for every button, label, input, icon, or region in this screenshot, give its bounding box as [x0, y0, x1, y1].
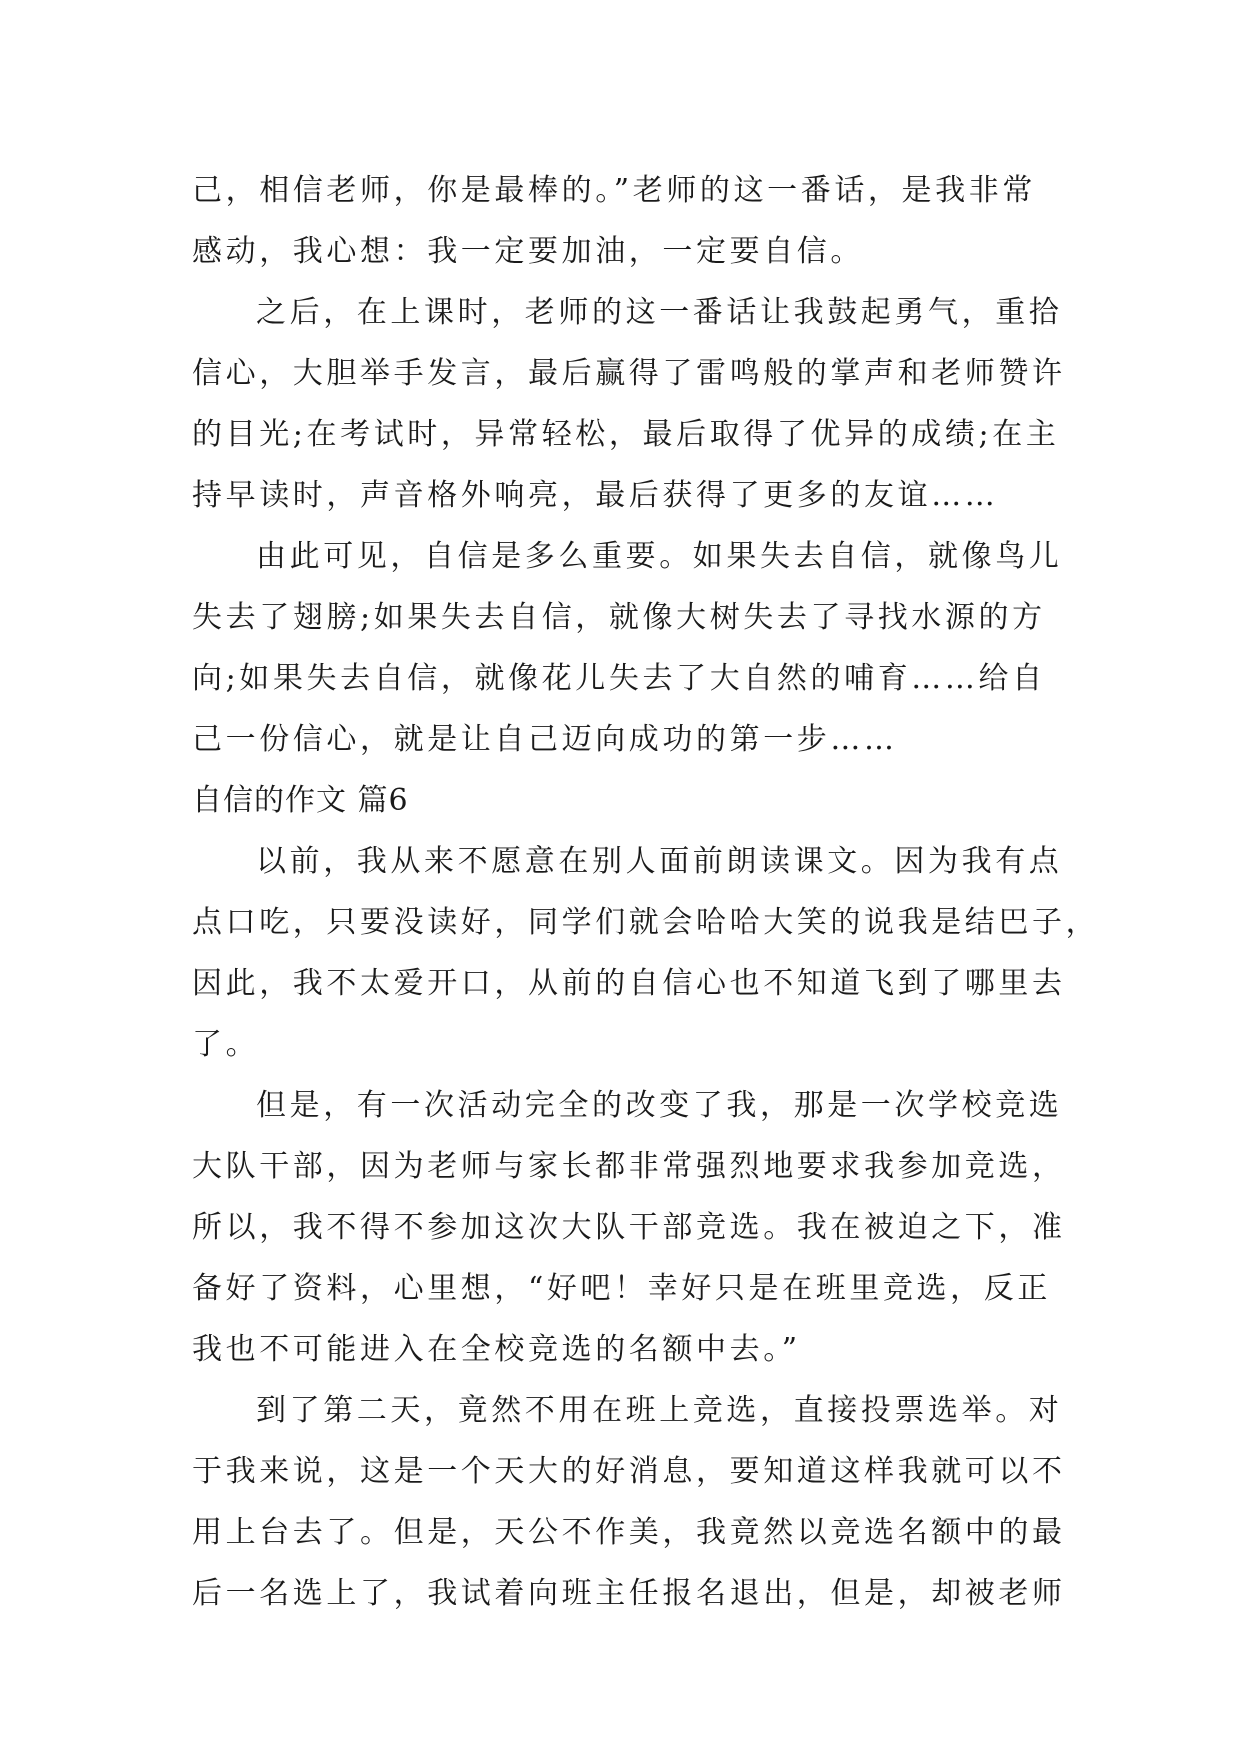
text-line: 由此可见，自信是多么重要。如果失去自信，就像鸟儿	[256, 539, 1063, 574]
text-line: 用上台去了。但是，天公不作美，我竟然以竞选名额中的最	[192, 1515, 1066, 1550]
text-line: 因此，我不太爱开口，从前的自信心也不知道飞到了哪里去	[192, 966, 1066, 1001]
paragraph	[192, 526, 1063, 770]
text-line: 持早读时，声音格外响亮，最后获得了更多的友谊……	[192, 478, 999, 513]
text-line: 到了第二天，竟然不用在班上竞选，直接投票选举。对	[256, 1393, 1063, 1428]
text-line: 感动，我心想：我一定要加油，一定要自信。	[192, 234, 864, 269]
text-line: 备好了资料，心里想，“好吧！幸好只是在班里竞选，反正	[192, 1271, 1051, 1306]
text-line: 以前，我从来不愿意在别人面前朗读课文。因为我有点	[256, 844, 1063, 879]
text-line: 所以，我不得不参加这次大队干部竞选。我在被迫之下，准	[192, 1210, 1066, 1245]
text-line: 之后，在上课时，老师的这一番话让我鼓起勇气，重拾	[256, 295, 1063, 330]
text-line: 信心，大胆举手发言，最后赢得了雷鸣般的掌声和老师赞许	[192, 356, 1066, 391]
paragraph	[192, 1380, 1066, 1624]
text-line: 己一份信心，就是让自己迈向成功的第一步……	[192, 722, 898, 757]
paragraph	[192, 282, 1066, 526]
document-page	[192, 160, 1100, 1624]
text-line: 但是，有一次活动完全的改变了我，那是一次学校竞选	[256, 1088, 1063, 1123]
text-line: 的目光;在考试时，异常轻松，最后取得了优异的成绩;在主	[192, 417, 1060, 452]
text-line: 了。	[192, 1027, 260, 1062]
text-line: 后一名选上了，我试着向班主任报名退出，但是，却被老师	[192, 1576, 1066, 1611]
text-line: 大队干部，因为老师与家长都非常强烈地要求我参加竞选，	[192, 1149, 1066, 1184]
text-line: 失去了翅膀;如果失去自信，就像大树失去了寻找水源的方	[192, 600, 1046, 635]
paragraph	[192, 831, 1100, 1075]
text-line: 我也不可能进入在全校竞选的名额中去。”	[192, 1332, 801, 1367]
text-line: 向;如果失去自信，就像花儿失去了大自然的哺育……给自	[192, 661, 1046, 696]
text-line: 于我来说，这是一个天大的好消息，要知道这样我就可以不	[192, 1454, 1066, 1489]
text-line: 点口吃，只要没读好，同学们就会哈哈大笑的说我是结巴子，	[192, 905, 1100, 940]
paragraph	[192, 160, 1052, 282]
text-line: 己，相信老师，你是最棒的。”老师的这一番话，是我非常	[192, 173, 1036, 208]
paragraph	[192, 1075, 1066, 1380]
section-heading: 自信的作文 篇6	[192, 783, 409, 818]
